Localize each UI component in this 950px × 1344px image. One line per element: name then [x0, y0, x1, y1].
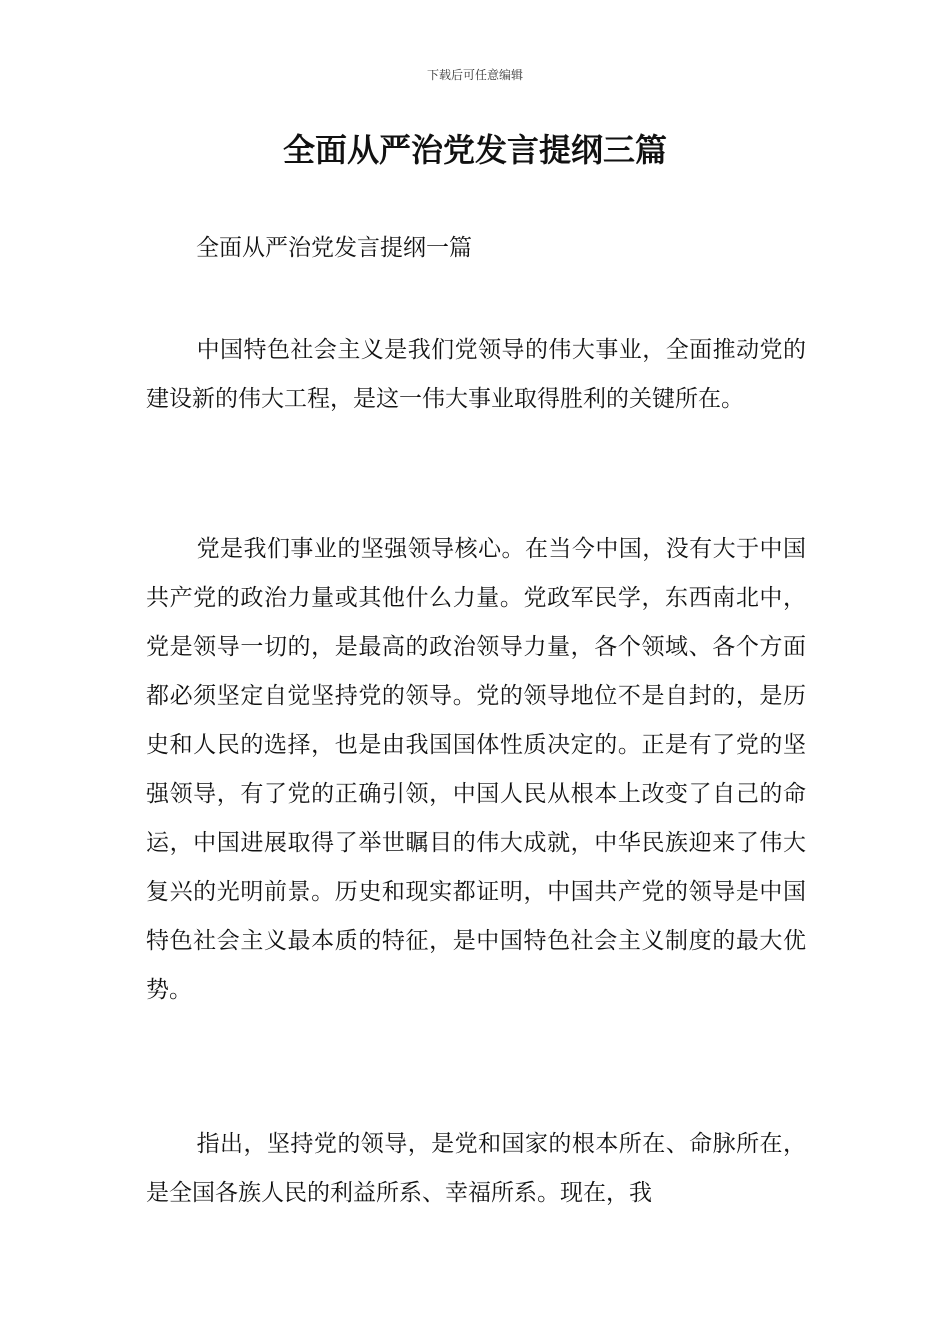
section-title: 全面从严治党发言提纲一篇	[196, 235, 472, 261]
paragraph-1: 中国特色社会主义是我们党领导的伟大事业，全面推动党的建设新的伟大工程，是这一伟大事业取得胜利的关键所在。	[146, 337, 806, 412]
header-note: 下载后可任意编辑	[426, 68, 523, 82]
paragraph-3: 指出，坚持党的领导，是党和国家的根本所在、命脉所在，是全国各族人民的利益所系、幸福所系。现在，我	[146, 1131, 806, 1206]
document-title: 全面从严治党发言提纲三篇	[282, 131, 667, 169]
paragraph-2: 党是我们事业的坚强领导核心。在当今中国，没有大于中国共产党的政治力量或其他什么力量。党政军民学，东西南北中，党是领导一切的，是最高的政治领导力量，各个领域、各个方面都必须坚定自觉坚持党的领导。党的领导地位不是自封的，是历史和人民的选择，也是由我国国体性质决定的。正是有了党的坚强领导，有了党的正确引领，中国人民从根本上改变了自己的命运，中国进展取得了举世瞩目的伟大成就，中华民族迎来了伟大复兴的光明前景。历史和现实都证明，中国共产党的领导是中国特色社会主义最本质的特征，是中国特色社会主义制度的最大优势。	[146, 536, 806, 1003]
